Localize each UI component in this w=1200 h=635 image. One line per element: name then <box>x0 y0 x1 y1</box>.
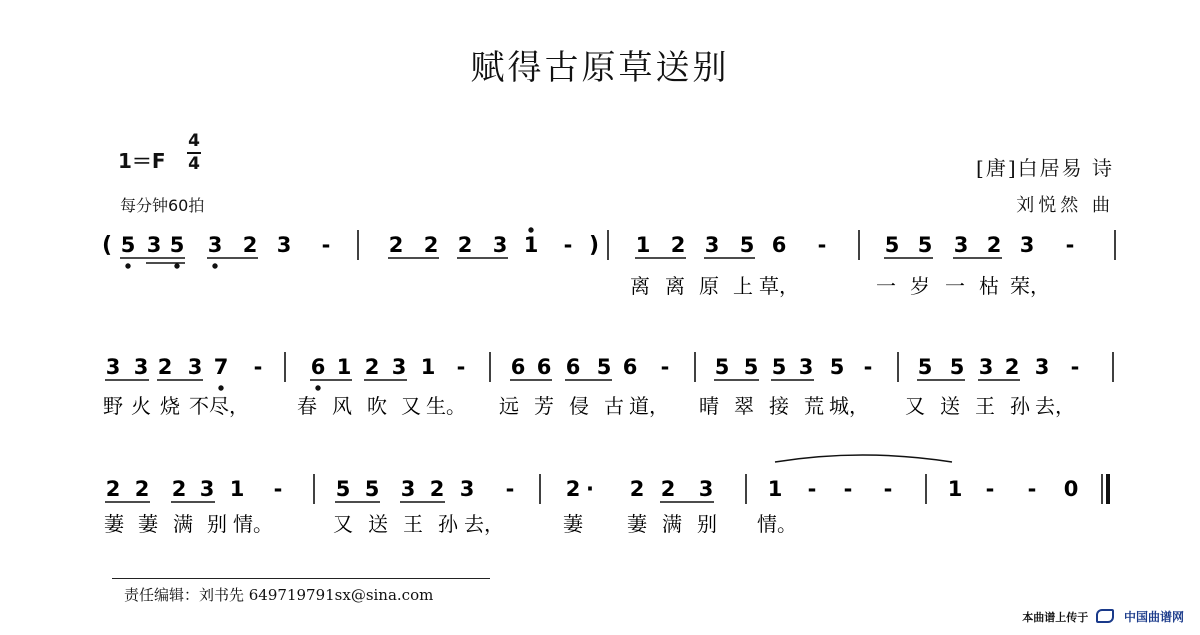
poet-credit: [唐]白居易 诗 <box>976 156 1114 180</box>
note: 3 <box>953 233 969 257</box>
lyric-syllable: 送 <box>368 512 388 536</box>
lyric-syllable: 孙 <box>438 512 458 536</box>
note: 3 <box>400 477 416 501</box>
note: 1 <box>523 233 539 257</box>
dash-note: - <box>883 477 893 501</box>
lyric-syllable: 孙 <box>1010 394 1030 418</box>
dash-note: - <box>985 477 995 501</box>
paren-mark: ( <box>101 233 113 258</box>
note: 5 <box>917 233 933 257</box>
paren-mark: ) <box>588 233 600 258</box>
lyric-syllable: 春 <box>297 394 317 418</box>
lyric-syllable: 送 <box>940 394 960 418</box>
dash-note: - <box>273 477 283 501</box>
lyric-syllable: 又 <box>401 394 421 418</box>
notes-layer <box>102 233 1079 501</box>
note: 6 <box>771 233 787 257</box>
dash-note: - <box>843 477 853 501</box>
lyric-syllable: 火 <box>131 394 151 418</box>
lyric-syllable: 古 <box>604 394 624 418</box>
lyric-syllable: 满 <box>173 512 193 536</box>
dash-note: - <box>1070 355 1080 379</box>
note: 1 <box>947 477 963 501</box>
lyric-syllable: 吹 <box>367 394 387 418</box>
note: 3 <box>133 355 149 379</box>
lyric-syllable: 情。 <box>233 512 273 536</box>
lyric-syllable: 又 <box>905 394 925 418</box>
note: 3 <box>704 233 720 257</box>
octave-dot-below <box>175 264 179 268</box>
upload-label: 本曲谱上传于 <box>1022 611 1089 624</box>
note: 3 <box>146 233 162 257</box>
note: 2 <box>105 477 121 501</box>
lyric-syllable: 不 <box>189 394 209 418</box>
lyric-syllable: 晴 <box>699 394 719 418</box>
composer-credit: 刘悦然 曲 <box>1016 195 1114 216</box>
lyric-syllable: 离 <box>630 274 650 298</box>
note: 5 <box>739 233 755 257</box>
note: 3 <box>391 355 407 379</box>
note: 6 <box>536 355 552 379</box>
note: 2 <box>157 355 173 379</box>
lyric-syllable: 原 <box>699 274 719 298</box>
note: 3 <box>187 355 203 379</box>
lyric-syllable: 萋 <box>627 512 647 536</box>
lyric-syllable: 去， <box>1035 394 1075 418</box>
dash-note: - <box>505 477 515 501</box>
note: 5 <box>364 477 380 501</box>
note: 5 <box>917 355 933 379</box>
note: 5 <box>169 233 185 257</box>
dash-note: - <box>817 233 827 257</box>
lyric-syllable: 情。 <box>757 512 797 536</box>
dash-note: - <box>660 355 670 379</box>
note: 1 <box>767 477 783 501</box>
note: 5 <box>829 355 845 379</box>
lyric-syllable: 芳 <box>534 394 554 418</box>
lyric-syllable: 去， <box>464 512 504 536</box>
octave-dot-above <box>529 228 533 232</box>
lyric-syllable: 一 <box>876 274 896 298</box>
lyric-syllable: 野 <box>103 394 123 418</box>
note: 6 <box>622 355 638 379</box>
note: 2 <box>986 233 1002 257</box>
time-signature-top: 4 <box>188 131 200 151</box>
note: 3 <box>1034 355 1050 379</box>
lyric-syllable: 城， <box>829 394 869 418</box>
note: 1 <box>420 355 436 379</box>
note: 2 <box>660 477 676 501</box>
note: 3 <box>492 233 508 257</box>
lyric-syllable: 风 <box>332 394 352 418</box>
lyric-syllable: 离 <box>665 274 685 298</box>
note: 2 <box>457 233 473 257</box>
lyric-syllable: 荣， <box>1010 274 1050 298</box>
dash-note: - <box>863 355 873 379</box>
note: 2 <box>364 355 380 379</box>
time-signature-bottom: 4 <box>188 154 200 174</box>
dash-note: - <box>1027 477 1037 501</box>
note: 2 <box>171 477 187 501</box>
octave-dot-below <box>219 386 223 390</box>
lyric-syllable: 萋 <box>563 512 583 536</box>
footer-divider <box>112 578 490 579</box>
note: 2 <box>670 233 686 257</box>
lyric-syllable: 草， <box>759 274 799 298</box>
lyric-syllable: 烧 <box>160 394 180 418</box>
lyric-syllable: 王 <box>975 394 995 418</box>
site-logo-icon <box>1096 609 1114 623</box>
lyric-syllable: 荒 <box>804 394 824 418</box>
note: 3 <box>105 355 121 379</box>
note: 5 <box>771 355 787 379</box>
lyric-syllable: 尽， <box>209 394 249 418</box>
dash-note: - <box>253 355 263 379</box>
note: 3 <box>276 233 292 257</box>
note: 2 <box>429 477 445 501</box>
lyric-syllable: 岁 <box>910 274 930 298</box>
note: 6 <box>310 355 326 379</box>
lyric-syllable: 侵 <box>569 394 589 418</box>
lyric-syllable: 别 <box>697 512 717 536</box>
note: 5 <box>120 233 136 257</box>
dash-note: - <box>456 355 466 379</box>
note: 2 <box>134 477 150 501</box>
lyric-syllable: 别 <box>207 512 227 536</box>
site-name: 中国曲谱网 <box>1123 610 1184 624</box>
note: 7 <box>213 355 229 379</box>
note: 1 <box>229 477 245 501</box>
note: 2 <box>242 233 258 257</box>
tie-arc <box>775 455 952 462</box>
dash-note: - <box>807 477 817 501</box>
note: 3 <box>459 477 475 501</box>
key-signature: 1＝F <box>118 149 166 173</box>
note: 2 <box>629 477 645 501</box>
note: 0 <box>1063 477 1079 501</box>
editor-credit: 责任编辑：刘书先 649719791sx@sina.com <box>124 586 434 604</box>
octave-dot-below <box>126 264 130 268</box>
note: 5 <box>714 355 730 379</box>
note: 5 <box>596 355 612 379</box>
note: 3 <box>978 355 994 379</box>
note: 1 <box>336 355 352 379</box>
lyric-syllable: 萋 <box>138 512 158 536</box>
note: 5 <box>743 355 759 379</box>
note: 2 <box>565 477 581 501</box>
note: 3 <box>199 477 215 501</box>
note: 2 <box>423 233 439 257</box>
lyric-syllable: 远 <box>499 394 519 418</box>
note: 5 <box>335 477 351 501</box>
lyric-syllable: 萋 <box>104 512 124 536</box>
lyric-syllable: 枯 <box>979 274 999 298</box>
note: 6 <box>510 355 526 379</box>
lyric-syllable: 又 <box>333 512 353 536</box>
note: · <box>586 477 594 501</box>
note: 2 <box>1004 355 1020 379</box>
lyric-syllable: 上 <box>733 274 753 298</box>
song-title: 赋得古原草送别 <box>470 48 730 88</box>
note: 5 <box>884 233 900 257</box>
lyric-syllable: 翠 <box>734 394 754 418</box>
note: 6 <box>565 355 581 379</box>
lyric-syllable: 生。 <box>426 394 466 418</box>
note: 3 <box>207 233 223 257</box>
dash-note: - <box>563 233 573 257</box>
lyric-syllable: 接 <box>769 394 789 418</box>
note: 5 <box>949 355 965 379</box>
note: 1 <box>635 233 651 257</box>
octave-dot-below <box>213 264 217 268</box>
note: 3 <box>698 477 714 501</box>
lyric-syllable: 一 <box>945 274 965 298</box>
dash-note: - <box>1065 233 1075 257</box>
note: 3 <box>798 355 814 379</box>
lyric-syllable: 满 <box>662 512 682 536</box>
tempo-marking: 每分钟60拍 <box>120 196 205 215</box>
note: 2 <box>388 233 404 257</box>
note: 3 <box>1019 233 1035 257</box>
octave-dot-below <box>316 386 320 390</box>
lyric-syllable: 王 <box>403 512 423 536</box>
lyric-syllable: 道， <box>629 394 669 418</box>
upload-credit <box>1022 608 1184 625</box>
dash-note: - <box>321 233 331 257</box>
